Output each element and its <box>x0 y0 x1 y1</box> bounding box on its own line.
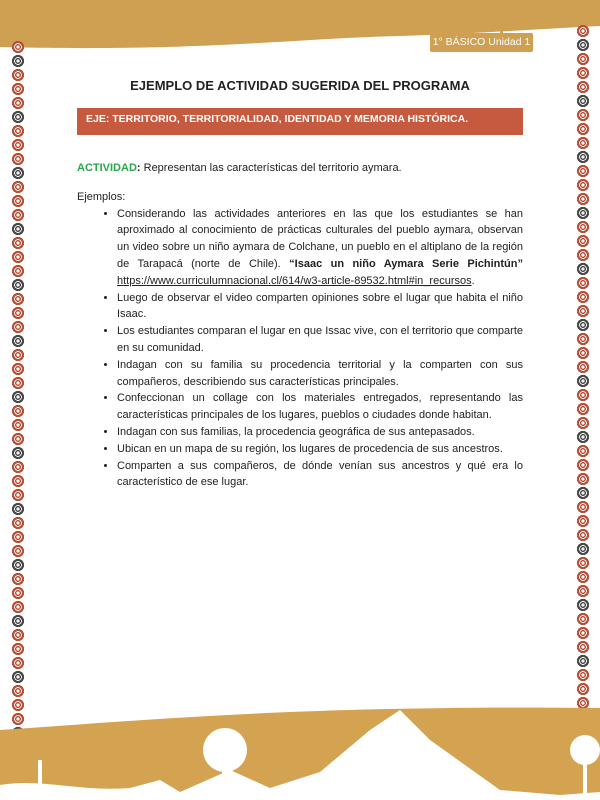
examples-label: Ejemplos: <box>77 190 126 203</box>
activity-colon: : <box>136 162 141 174</box>
list-item: • Comparten a sus compañeros, de dónde venían sus ancestros y qué era lo característico de ese lugar. <box>117 458 523 492</box>
list-item-text: Considerando las actividades anteriores en las que los estudiantes se han aproximado al conocimiento de prácticas culturales del pueblo aymara, observan un video sobre un niño aymara de Colchane, un pueblo en el altiplano de la región de Tarapacá (norte de Chile). <box>117 207 523 270</box>
footer-landscape-decoration <box>0 700 600 800</box>
axis-banner: EJE: TERRITORIO, TERRITORIALIDAD, IDENTIDAD Y MEMORIA HISTÓRICA. <box>77 108 523 135</box>
list-item: • Indagan con su familia su procedencia territorial y la comparten con sus compañeros, describiendo sus características principales. <box>117 357 523 391</box>
left-ornamental-border <box>11 40 25 740</box>
list-item <box>117 206 523 290</box>
video-title: “Isaac un niño Aymara Serie Pichintún” <box>289 257 523 270</box>
list-item: • Confeccionan un collage con los materiales entregados, representando las características principales de los lugares, pueblos o ciudades donde habitan. <box>117 390 523 424</box>
right-ornamental-border <box>576 24 590 724</box>
activity-content <box>77 160 523 491</box>
list-item: • Luego de observar el video comparten opiniones sobre el lugar que habita el niño Isaac. <box>117 290 523 324</box>
activity-text: Representan las características del territorio aymara. <box>140 162 402 174</box>
examples-list <box>77 206 523 492</box>
activity-line <box>77 160 523 177</box>
list-item-end: . <box>471 274 475 287</box>
list-item: • Los estudiantes comparan el lugar en que Issac vive, con el territorio que comparte en su comunidad. <box>117 323 523 357</box>
grade-unit-badge: 1° BÁSICO Unidad 1 <box>430 33 533 52</box>
page-title: EJEMPLO DE ACTIVIDAD SUGERIDA DEL PROGRAMA <box>130 78 470 93</box>
list-item: • Ubican en un mapa de su región, los lugares de procedencia de sus ancestros. <box>117 441 523 458</box>
video-link[interactable]: https://www.curriculumnacional.cl/614/w3-article-89532.html#in_recursos <box>117 274 472 287</box>
activity-label: ACTIVIDAD <box>77 162 137 174</box>
list-item: • Indagan con sus familias, la procedencia geográfica de sus antepasados. <box>117 424 523 441</box>
